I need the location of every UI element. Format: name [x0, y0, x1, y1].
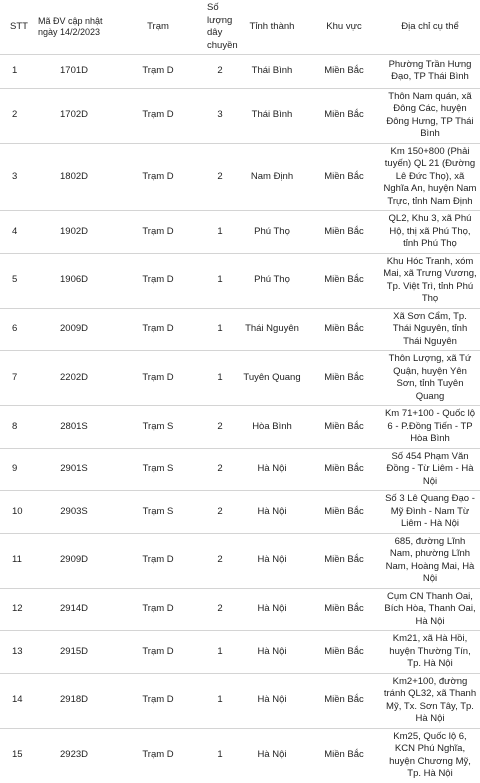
cell-tram: Trạm D: [112, 673, 204, 728]
table-row: [0, 143, 480, 211]
table-row: [0, 673, 480, 728]
table-row: [0, 55, 480, 89]
cell-khu-vuc: Miền Bắc: [308, 88, 380, 143]
cell-dia-chi: Km2+100, đường tránh QL32, xã Thanh Mỹ, Tx. Sơn Tây, Tp. Hà Nội: [380, 673, 480, 728]
cell-tram: Trạm D: [112, 728, 204, 783]
cell-ma-dv: 1906D: [36, 253, 112, 308]
cell-tram: Trạm D: [112, 253, 204, 308]
cell-ma-dv: 2903S: [36, 491, 112, 534]
table-row: [0, 253, 480, 308]
cell-khu-vuc: Miền Bắc: [308, 588, 380, 631]
cell-so-luong: 2: [204, 406, 236, 449]
cell-tinh-thanh: Thái Bình: [236, 55, 308, 89]
cell-tinh-thanh: Hà Nội: [236, 448, 308, 491]
cell-tinh-thanh: Phú Thọ: [236, 211, 308, 254]
cell-dia-chi: QL2, Khu 3, xã Phú Hộ, thị xã Phú Thọ, tỉnh Phú Thọ: [380, 211, 480, 254]
cell-dia-chi: Km 71+100 - Quốc lộ 6 - P.Đồng Tiến - TP Hòa Bình: [380, 406, 480, 449]
table-row: [0, 211, 480, 254]
cell-tram: Trạm D: [112, 55, 204, 89]
cell-ma-dv: 2909D: [36, 533, 112, 588]
cell-so-luong: 1: [204, 673, 236, 728]
cell-dia-chi: Khu Hóc Tranh, xóm Mai, xã Trưng Vương, Tp. Việt Trì, tỉnh Phú Thọ: [380, 253, 480, 308]
cell-tinh-thanh: Thái Bình: [236, 88, 308, 143]
cell-stt: 12: [0, 588, 36, 631]
cell-khu-vuc: Miền Bắc: [308, 253, 380, 308]
cell-tinh-thanh: Hà Nội: [236, 588, 308, 631]
cell-tram: Trạm D: [112, 588, 204, 631]
cell-dia-chi: Xã Sơn Cẩm, Tp. Thái Nguyên, tỉnh Thái Nguyên: [380, 308, 480, 351]
cell-tinh-thanh: Hà Nội: [236, 673, 308, 728]
cell-khu-vuc: Miền Bắc: [308, 211, 380, 254]
cell-so-luong: 2: [204, 533, 236, 588]
cell-ma-dv: 1802D: [36, 143, 112, 211]
header-row: [0, 0, 480, 55]
cell-stt: 4: [0, 211, 36, 254]
cell-tinh-thanh: Phú Thọ: [236, 253, 308, 308]
cell-tram: Trạm D: [112, 211, 204, 254]
cell-ma-dv: 1701D: [36, 55, 112, 89]
cell-so-luong: 2: [204, 55, 236, 89]
cell-stt: 5: [0, 253, 36, 308]
cell-dia-chi: Số 454 Phạm Văn Đồng - Từ Liêm - Hà Nội: [380, 448, 480, 491]
cell-tinh-thanh: Hà Nội: [236, 533, 308, 588]
cell-tram: Trạm D: [112, 533, 204, 588]
header-so-luong: Số lượng dây chuyền: [207, 2, 238, 51]
table-body: [0, 55, 480, 783]
cell-tinh-thanh: Hà Nội: [236, 631, 308, 674]
cell-stt: 11: [0, 533, 36, 588]
header-khu-vuc: Khu vực: [326, 20, 362, 32]
cell-khu-vuc: Miền Bắc: [308, 55, 380, 89]
cell-stt: 9: [0, 448, 36, 491]
cell-ma-dv: 2009D: [36, 308, 112, 351]
table-row: [0, 351, 480, 406]
header-tinh-thanh: Tỉnh thành: [249, 20, 295, 32]
cell-dia-chi: Km21, xã Hà Hồi, huyện Thường Tín, Tp. Hà Nội: [380, 631, 480, 674]
cell-so-luong: 1: [204, 351, 236, 406]
cell-so-luong: 2: [204, 448, 236, 491]
cell-khu-vuc: Miền Bắc: [308, 673, 380, 728]
cell-stt: 7: [0, 351, 36, 406]
cell-stt: 6: [0, 308, 36, 351]
cell-ma-dv: 2923D: [36, 728, 112, 783]
cell-ma-dv: 2202D: [36, 351, 112, 406]
table-row: [0, 631, 480, 674]
cell-so-luong: 1: [204, 211, 236, 254]
cell-khu-vuc: Miền Bắc: [308, 533, 380, 588]
header-stt: STT: [10, 20, 28, 32]
cell-tinh-thanh: Tuyên Quang: [236, 351, 308, 406]
cell-dia-chi: Số 3 Lê Quang Đạo - Mỹ Đình - Nam Từ Liêm - Hà Nội: [380, 491, 480, 534]
cell-khu-vuc: Miền Bắc: [308, 143, 380, 211]
cell-dia-chi: Km25, Quốc lộ 6, KCN Phú Nghĩa, huyện Chương Mỹ, Tp. Hà Nội: [380, 728, 480, 783]
cell-so-luong: 1: [204, 253, 236, 308]
cell-tram: Trạm D: [112, 351, 204, 406]
cell-ma-dv: 2915D: [36, 631, 112, 674]
table-row: [0, 491, 480, 534]
header-dia-chi: Địa chỉ cụ thể: [401, 20, 459, 32]
cell-ma-dv: 2914D: [36, 588, 112, 631]
cell-tram: Trạm S: [112, 491, 204, 534]
table-row: [0, 88, 480, 143]
cell-ma-dv: 1902D: [36, 211, 112, 254]
table-row: [0, 406, 480, 449]
table-row: [0, 728, 480, 783]
cell-dia-chi: Thôn Nam quán, xã Đông Các, huyện Đông Hưng, TP Thái Bình: [380, 88, 480, 143]
header-tram: Trạm: [147, 20, 169, 32]
cell-khu-vuc: Miền Bắc: [308, 406, 380, 449]
cell-dia-chi: Cụm CN Thanh Oai, Bích Hòa, Thanh Oai, Hà Nội: [380, 588, 480, 631]
cell-ma-dv: 2801S: [36, 406, 112, 449]
cell-so-luong: 1: [204, 308, 236, 351]
cell-dia-chi: Thôn Lượng, xã Tứ Quận, huyện Yên Sơn, tỉnh Tuyên Quang: [380, 351, 480, 406]
cell-tinh-thanh: Thái Nguyên: [236, 308, 308, 351]
cell-dia-chi: Km 150+800 (Phải tuyến) QL 21 (Đường Lê Đức Thọ), xã Nghĩa An, huyện Nam Trực, tỉnh Nam Định: [380, 143, 480, 211]
cell-ma-dv: 2901S: [36, 448, 112, 491]
cell-stt: 2: [0, 88, 36, 143]
cell-tram: Trạm S: [112, 406, 204, 449]
table-row: [0, 588, 480, 631]
cell-tinh-thanh: Hà Nội: [236, 728, 308, 783]
cell-so-luong: 2: [204, 491, 236, 534]
cell-so-luong: 2: [204, 143, 236, 211]
cell-so-luong: 2: [204, 588, 236, 631]
cell-stt: 8: [0, 406, 36, 449]
cell-stt: 14: [0, 673, 36, 728]
cell-dia-chi: Phường Trần Hưng Đạo, TP Thái Bình: [380, 55, 480, 89]
cell-tram: Trạm D: [112, 143, 204, 211]
cell-stt: 3: [0, 143, 36, 211]
table-row: [0, 448, 480, 491]
cell-stt: 1: [0, 55, 36, 89]
cell-khu-vuc: Miền Bắc: [308, 728, 380, 783]
cell-stt: 13: [0, 631, 36, 674]
cell-tinh-thanh: Nam Định: [236, 143, 308, 211]
header-ma-dv: Mã ĐV cập nhật ngày 14/2/2023: [38, 16, 103, 37]
cell-tram: Trạm D: [112, 308, 204, 351]
cell-tinh-thanh: Hà Nội: [236, 491, 308, 534]
cell-khu-vuc: Miền Bắc: [308, 351, 380, 406]
cell-stt: 15: [0, 728, 36, 783]
cell-khu-vuc: Miền Bắc: [308, 308, 380, 351]
cell-stt: 10: [0, 491, 36, 534]
cell-so-luong: 1: [204, 631, 236, 674]
cell-ma-dv: 2918D: [36, 673, 112, 728]
cell-tinh-thanh: Hòa Bình: [236, 406, 308, 449]
cell-khu-vuc: Miền Bắc: [308, 631, 380, 674]
table-row: [0, 308, 480, 351]
cell-so-luong: 3: [204, 88, 236, 143]
cell-so-luong: 1: [204, 728, 236, 783]
cell-tram: Trạm D: [112, 631, 204, 674]
cell-khu-vuc: Miền Bắc: [308, 491, 380, 534]
cell-tram: Trạm S: [112, 448, 204, 491]
cell-ma-dv: 1702D: [36, 88, 112, 143]
cell-tram: Trạm D: [112, 88, 204, 143]
cell-khu-vuc: Miền Bắc: [308, 448, 380, 491]
cell-dia-chi: 685, đường Lĩnh Nam, phường Lĩnh Nam, Hoàng Mai, Hà Nội: [380, 533, 480, 588]
table-row: [0, 533, 480, 588]
